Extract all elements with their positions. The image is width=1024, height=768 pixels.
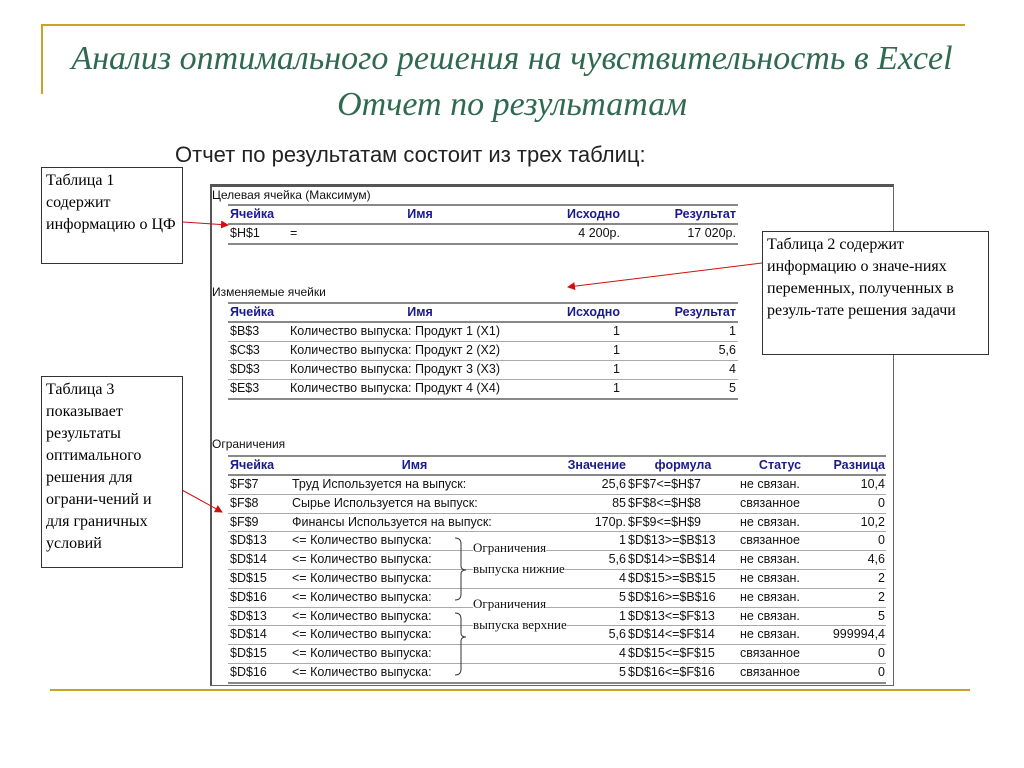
- note-table1: Таблица 1 содержит информацию о ЦФ: [41, 167, 183, 264]
- table-cell: 1: [619, 533, 626, 548]
- table-cell: Количество выпуска: Продукт 2 (X2): [290, 343, 500, 357]
- column-header: Исходно: [566, 207, 620, 221]
- arrow-table1: [183, 222, 228, 225]
- table-cell: Сырье Используется на выпуск:: [292, 495, 478, 510]
- table-cell: 0: [878, 646, 885, 661]
- table-cell: $D$13: [230, 608, 267, 623]
- table-cell: связанное: [740, 495, 800, 510]
- column-header: Имя: [401, 458, 428, 472]
- table-cell: связанное: [740, 665, 800, 679]
- table-cell: <= Количество выпуска:: [292, 552, 432, 567]
- table-cell: 1: [613, 381, 620, 395]
- table-cell: 5: [619, 665, 626, 679]
- table-cell: $D$3: [230, 362, 260, 376]
- column-header: Результат: [674, 207, 736, 221]
- annotation-upper-2: выпуска верхние: [473, 617, 567, 632]
- section-title: Ограничения: [212, 437, 286, 451]
- table-cell: Количество выпуска: Продукт 1 (X1): [290, 324, 500, 338]
- table-cell: 17 020р.: [687, 226, 736, 240]
- section-title: Изменяемые ячейки: [212, 285, 326, 299]
- table-cell: $D$14>=$B$14: [628, 552, 716, 567]
- table-cell: Количество выпуска: Продукт 3 (X3): [290, 362, 500, 376]
- table-cell: 1: [613, 324, 620, 338]
- table-cell: <= Количество выпуска:: [292, 589, 432, 604]
- table-cell: $B$3: [230, 324, 260, 338]
- table-cell: $D$13>=$B$13: [628, 533, 716, 548]
- table-cell: не связан.: [740, 477, 800, 491]
- table-cell: 1: [613, 362, 620, 376]
- table-cell: $H$1: [230, 226, 260, 240]
- table-cell: 170р.: [594, 514, 626, 529]
- table-cell: $E$3: [230, 381, 260, 395]
- table-cell: 5: [878, 608, 885, 623]
- table-cell: 10,4: [860, 477, 885, 491]
- column-header: Разница: [833, 458, 885, 472]
- column-header: Ячейка: [230, 305, 275, 319]
- table-cell: <= Количество выпуска:: [292, 665, 432, 679]
- table-cell: не связан.: [740, 608, 800, 623]
- column-header: формула: [654, 458, 712, 472]
- table-cell: $D$16: [230, 589, 267, 604]
- table-cell: $D$15: [230, 571, 267, 585]
- table-cell: $D$15>=$B$15: [628, 571, 716, 585]
- title-line-2: Отчет по результатам: [337, 86, 687, 123]
- table-cell: 25,6: [601, 477, 626, 491]
- table-cell: <= Количество выпуска:: [292, 608, 432, 623]
- table-cell: 2: [878, 589, 885, 604]
- table-cell: 4,6: [867, 552, 885, 567]
- table-cell: Количество выпуска: Продукт 4 (X4): [290, 381, 500, 395]
- table-cell: $F$7: [230, 477, 259, 491]
- table-cell: $F$9<=$H$9: [628, 514, 701, 529]
- subtitle: Отчет по результатам состоит из трех таблиц:: [175, 142, 646, 167]
- table-cell: Труд Используется на выпуск:: [292, 477, 467, 491]
- table-cell: <= Количество выпуска:: [292, 533, 432, 548]
- table-cell: 0: [878, 495, 885, 510]
- annotation-lower-1: Ограничения: [473, 540, 547, 555]
- table-cell: $D$13<=$F$13: [628, 608, 715, 623]
- table-cell: 2: [878, 571, 885, 585]
- table-cell: $D$15: [230, 646, 267, 661]
- table-cell: 0: [878, 665, 885, 679]
- brace-lower: [455, 538, 466, 600]
- table-cell: $D$15<=$F$15: [628, 646, 715, 661]
- table-cell: 1: [613, 343, 620, 357]
- table-cell: $F$8: [230, 495, 259, 510]
- note-table3: Таблица 3 показывает результаты оптимального решения для ограни-чений и для граничных условий: [41, 376, 183, 568]
- table-cell: 5,6: [608, 552, 626, 567]
- table-cell: $D$16: [230, 665, 267, 679]
- table-cell: $F$9: [230, 514, 259, 529]
- table-cell: 10,2: [860, 514, 885, 529]
- column-header: Статус: [758, 458, 802, 472]
- table-cell: 4 200р.: [578, 226, 620, 240]
- table-cell: $D$16>=$B$16: [628, 589, 716, 604]
- table-cell: $F$7<=$H$7: [628, 477, 701, 491]
- annotation-lower-2: выпуска нижние: [473, 561, 565, 576]
- column-header: Ячейка: [230, 207, 275, 221]
- table-cell: <= Количество выпуска:: [292, 646, 432, 661]
- table-cell: 5,6: [608, 627, 626, 642]
- arrow-table3: [182, 490, 222, 512]
- table-cell: связанное: [740, 533, 800, 548]
- table-cell: =: [290, 226, 298, 240]
- table-cell: 4: [619, 571, 626, 585]
- table-cell: не связан.: [740, 552, 800, 567]
- column-header: Ячейка: [230, 458, 275, 472]
- table-cell: 999994,4: [832, 627, 885, 642]
- table-cell: 4: [619, 646, 626, 661]
- table-cell: 1: [619, 608, 626, 623]
- column-header: Результат: [674, 305, 736, 319]
- table-cell: 5,6: [718, 343, 736, 357]
- section-title: Целевая ячейка (Максимум): [212, 188, 371, 202]
- annotation-upper-1: Ограничения: [473, 596, 547, 611]
- table-cell: не связан.: [740, 571, 800, 585]
- table-cell: не связан.: [740, 514, 800, 529]
- table-cell: не связан.: [740, 627, 800, 642]
- table-cell: 85: [612, 495, 626, 510]
- table-cell: $D$14<=$F$14: [628, 627, 715, 642]
- table-cell: 0: [878, 533, 885, 548]
- table-cell: связанное: [740, 646, 800, 661]
- table-cell: не связан.: [740, 589, 800, 604]
- table-cell: $D$13: [230, 533, 267, 548]
- brace-upper: [455, 613, 466, 675]
- table-cell: $F$8<=$H$8: [628, 495, 701, 510]
- table-cell: Финансы Используется на выпуск:: [292, 514, 492, 529]
- table-cell: $D$16<=$F$16: [628, 665, 715, 679]
- table-cell: $D$14: [230, 552, 267, 567]
- table-cell: <= Количество выпуска:: [292, 627, 432, 642]
- title-line-1: Анализ оптимального решения на чувствительность в Excel: [71, 40, 953, 77]
- table-cell: 1: [729, 324, 736, 338]
- column-header: Исходно: [566, 305, 620, 319]
- table-cell: $D$14: [230, 627, 267, 642]
- column-header: Имя: [407, 207, 433, 221]
- table-cell: 4: [729, 362, 736, 376]
- table-cell: $C$3: [230, 343, 260, 357]
- column-header: Имя: [407, 305, 433, 319]
- column-header: Значение: [567, 458, 626, 472]
- note-table2: Таблица 2 содержит информацию о значе-ниях переменных, полученных в резуль-тате решения задачи: [762, 231, 989, 355]
- table-cell: <= Количество выпуска:: [292, 571, 432, 585]
- table-cell: 5: [619, 589, 626, 604]
- arrow-table2: [568, 263, 762, 287]
- table-cell: 5: [729, 381, 736, 395]
